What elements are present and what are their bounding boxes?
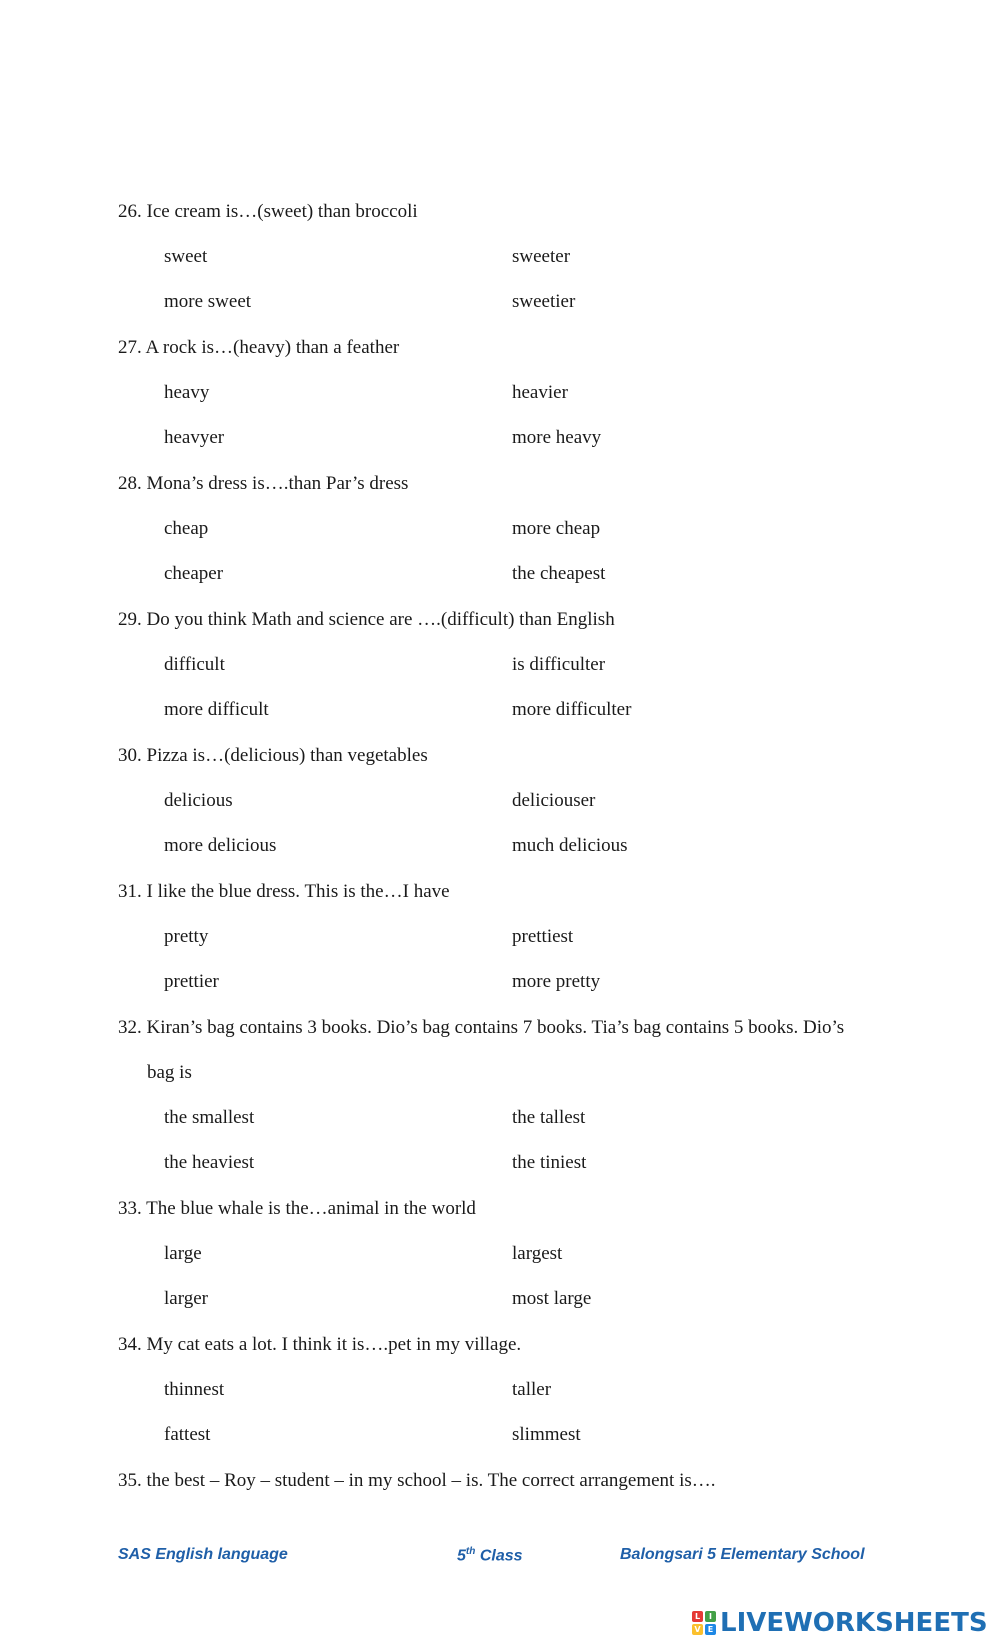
option[interactable]: more delicious [164,835,277,856]
question-31: 31. I like the blue dress. This is the…I have [118,881,450,902]
option[interactable]: more difficult [164,699,269,720]
footer-subject: SAS English language [118,1546,288,1563]
option[interactable]: more pretty [512,971,601,992]
option[interactable]: more sweet [164,291,252,312]
option[interactable]: the heaviest [164,1152,255,1173]
question-26: 26. Ice cream is…(sweet) than broccoli [118,201,418,222]
option[interactable]: thinnest [164,1379,225,1400]
option[interactable]: sweeter [512,246,571,267]
option[interactable]: slimmest [512,1424,581,1445]
question-30: 30. Pizza is…(delicious) than vegetables [118,745,428,766]
option[interactable]: most large [512,1288,592,1309]
option[interactable]: largest [512,1243,563,1264]
option[interactable]: the cheapest [512,563,606,584]
option[interactable]: much delicious [512,835,628,856]
option[interactable]: heavier [512,382,568,403]
option[interactable]: cheap [164,518,209,539]
footer-class-suffix: th [465,1546,476,1557]
footer-class-number: 5 [457,1547,466,1565]
option[interactable]: the smallest [164,1107,255,1128]
question-32-continuation: bag is [147,1062,192,1083]
option[interactable]: delicious [164,790,233,811]
logo-letter: L [692,1611,703,1622]
logo-icon [692,1611,716,1635]
logo-letter: E [705,1624,716,1635]
option[interactable]: larger [164,1288,208,1309]
question-27: 27. A rock is…(heavy) than a feather [118,337,400,358]
option[interactable]: more difficulter [512,699,632,720]
option[interactable]: fattest [164,1424,211,1445]
option[interactable]: prettiest [512,926,574,947]
question-35: 35. the best – Roy – student – in my school – is. The correct arrangement is…. [118,1470,716,1491]
footer-class [457,1546,523,1565]
option[interactable]: deliciouser [512,790,596,811]
option[interactable]: the tallest [512,1107,586,1128]
option[interactable]: large [164,1243,202,1264]
option[interactable]: prettier [164,971,219,992]
question-32: 32. Kiran’s bag contains 3 books. Dio’s bag contains 7 books. Tia’s bag contains 5 books. Dio’s [118,1017,845,1038]
footer-school: Balongsari 5 Elementary School [620,1546,865,1563]
logo-letter: V [692,1624,703,1635]
option[interactable]: is difficulter [512,654,606,675]
question-34: 34. My cat eats a lot. I think it is….pet in my village. [118,1334,522,1355]
option[interactable]: pretty [164,926,209,947]
option[interactable]: cheaper [164,563,224,584]
option[interactable]: sweet [164,246,208,267]
option[interactable]: more cheap [512,518,601,539]
question-33: 33. The blue whale is the…animal in the world [118,1198,476,1219]
option[interactable]: sweetier [512,291,576,312]
option[interactable]: taller [512,1379,552,1400]
footer-class-word: Class [479,1547,523,1565]
option[interactable]: more heavy [512,427,602,448]
option[interactable]: difficult [164,654,225,675]
question-28: 28. Mona’s dress is….than Par’s dress [118,473,409,494]
logo-letter: I [705,1611,716,1622]
liveworksheets-logo[interactable] [692,1606,988,1640]
question-29: 29. Do you think Math and science are ….(difficult) than English [118,609,615,630]
option[interactable]: heavyer [164,427,225,448]
brand-name: LIVEWORKSHEETS [720,1608,988,1638]
option[interactable]: heavy [164,382,210,403]
option[interactable]: the tiniest [512,1152,587,1173]
